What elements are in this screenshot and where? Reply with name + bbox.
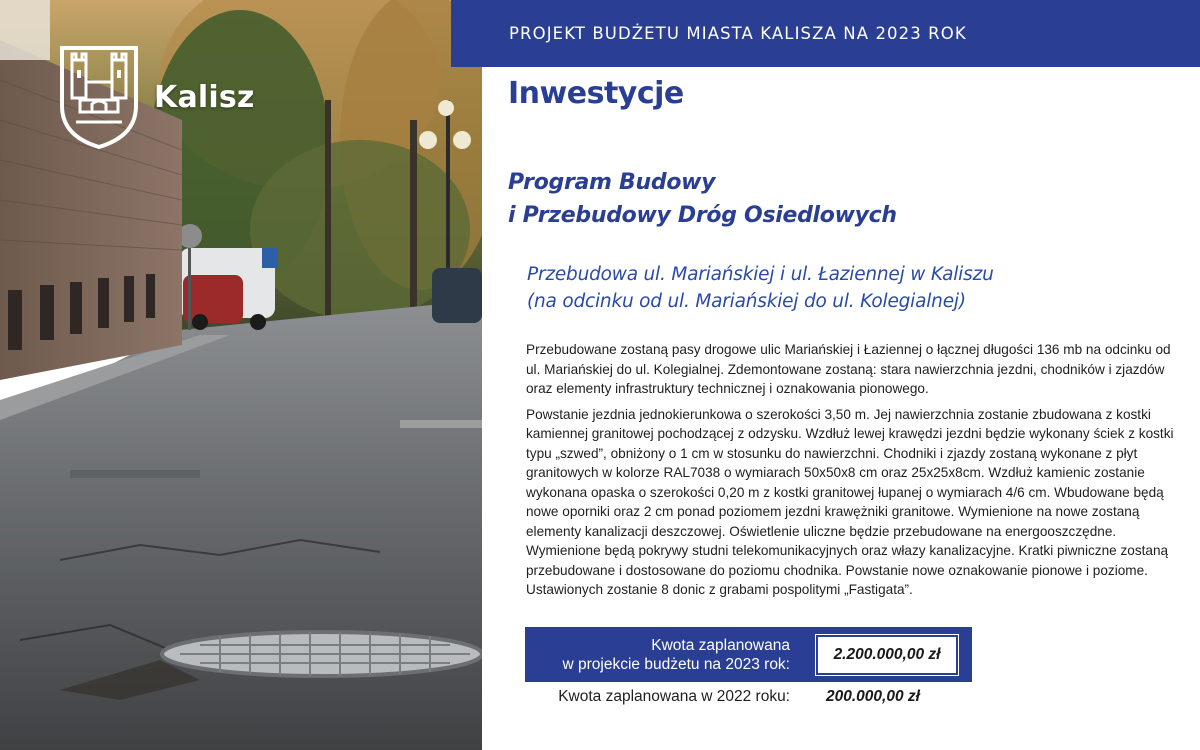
amount-2022-label: Kwota zaplanowana w 2022 roku: xyxy=(558,688,790,705)
amount-2023-label xyxy=(525,636,790,674)
program-title xyxy=(508,166,897,232)
amount-2023-box xyxy=(525,627,972,682)
project-description xyxy=(526,340,1178,606)
city-crest-icon xyxy=(58,44,140,150)
project-title xyxy=(527,261,994,315)
amount-2023-label-line1: Kwota zaplanowana xyxy=(651,636,790,654)
program-title-line1: Program Budowy xyxy=(508,170,716,195)
amounts-panel xyxy=(525,627,972,706)
amount-2022-row xyxy=(525,688,972,706)
header-title: PROJEKT BUDŻETU MIASTA KALISZA NA 2023 ROK xyxy=(509,24,967,43)
section-title: Inwestycje xyxy=(508,76,684,111)
description-paragraph-2: Powstanie jezdnia jednokierunkowa o szerokości 3,50 m. Jej nawierzchnia zostanie zbudowana z kostki kamiennej granitowej pochodzącej z odzysku. Wzdłuż lewej krawędzi jezdni będzie wykonany ściek z kostki typu „szwed”, obniżony o 1 cm w stosunku do nawierzchni. Chodniki i zjazdy zostaną wykonane z płyt granitowych w kolorze RAL7038 o wymiarach 50x50x8 cm oraz 25x25x8cm. Wzdłuż kamienic zostanie wykonana opaska o szerokości 0,20 m z kostki granitowej łupanej o wymiarach 4/6 cm. Wbudowane będą nowe oporniki oraz 2 cm ponad poziomem jezdni krawężniki granitowe. Wymienione na nowe zostaną elementy kanalizacji deszczowej. Oświetlenie uliczne będzie przebudowane na energooszczędne. Wymienione będą pokrywy studni telekomunikacyjnych oraz włazy kanalizacyjne. Kratki piwniczne zostaną przebudowane i dostosowane do poziomu chodnika. Powstanie nowe oznakowanie pionowe i poziome. Ustawionych zostanie 8 donic z grabami pospolitymi „Fastigata”. xyxy=(526,406,1174,597)
header-bar xyxy=(451,0,1200,67)
kalisz-logo xyxy=(58,44,255,150)
amount-2023-value: 2.200.000,00 zł xyxy=(818,637,956,673)
project-title-line1: Przebudowa ul. Mariańskiej i ul. Łaziennej w Kaliszu xyxy=(527,264,994,285)
logo-city-name: Kalisz xyxy=(154,79,255,115)
project-title-line2: (na odcinku od ul. Mariańskiej do ul. Kolegialnej) xyxy=(527,291,966,312)
program-title-line2: i Przebudowy Dróg Osiedlowych xyxy=(508,203,897,228)
amount-2022-value: 200.000,00 zł xyxy=(826,688,920,705)
amount-2023-label-line2: w projekcie budżetu na 2023 rok: xyxy=(562,655,790,673)
description-paragraph-1: Przebudowane zostaną pasy drogowe ulic Mariańskiej i Łaziennej o łącznej długości 136 mb na odcinku od ul. Mariańskiej do ul. Kolegialnej. Zdemontowane zostaną: stara nawierzchnia jezdni, chodników i zjazdów oraz elementy infrastruktury technicznej i oznakowania pionowego. xyxy=(526,342,1171,396)
